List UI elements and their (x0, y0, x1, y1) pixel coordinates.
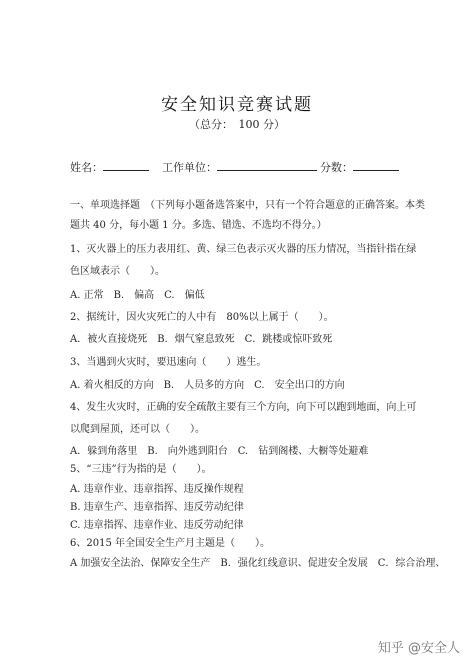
question-5-option-a: A. 违章作业、违章指挥、违反操作规程 (70, 484, 244, 495)
total-score: （总分： 100 分） (189, 118, 285, 131)
name-label: 姓名： (70, 161, 103, 174)
question-6: 6、2015 年全国安全生产月主题是（ ）。 (70, 538, 270, 549)
question-4-options: A．躲到角落里 B. 向外逃到阳台 C. 钻到阁楼、大橱等处避难 (70, 446, 369, 457)
section-instructions: 题共 40 分，每小题 1 分。多选、错选、不选均不得分。） (70, 220, 327, 231)
name-field (70, 158, 149, 175)
page-title: 安全知识竞赛试题 (161, 95, 313, 115)
question-5-option-b: B. 违章生产、违章指挥、违反劳动纪律 (70, 502, 244, 513)
unit-blank (217, 158, 317, 171)
question-6-options: A 加强安全法治、保障安全生产 B．强化红线意识、促进安全发展 C．综合治理、 (70, 558, 446, 569)
header-fields (70, 158, 410, 176)
question-3: 3、当遇到火灾时，要迅速向（ ）逃生。 (70, 357, 267, 368)
watermark-text: 知乎 @安全人 (377, 641, 460, 656)
name-blank (103, 158, 149, 171)
question-1-options: A. 正常 B. 偏高 C. 偏低 (70, 290, 205, 301)
question-1: 1、灭火器上的压力表用红、黄、绿三色表示灭火器的压力情况，当指针指在绿 (70, 244, 417, 255)
score-blank (353, 158, 399, 171)
score-label: 分数： (320, 161, 353, 174)
question-2: 2、据统计，因火灾死亡的人中有 80%以上属于（ ）。 (70, 312, 334, 323)
question-4-cont: 以爬到屋顶，还可以（ ）。 (70, 424, 205, 435)
question-3-options: A. 着火相反的方向 B. 人员多的方向 C. 安全出口的方向 (70, 380, 345, 391)
question-2-options: A．被火直接烧死 B．烟气窒息致死 C．跳楼或惊吓致死 (70, 334, 333, 345)
unit-field (162, 158, 317, 175)
question-1-cont: 色区域表示（ ）。 (70, 266, 165, 277)
question-5-option-c: C. 违章指挥、违章作业、违反劳动纪律 (70, 520, 244, 531)
section-heading: 一、单项选择题 （下列每小题备选答案中，只有一个符合题意的正确答案。本类 (70, 200, 425, 211)
score-field (320, 158, 399, 175)
question-5: 5、“三违”行为指的是（ ）。 (70, 464, 212, 475)
unit-label: 工作单位： (162, 161, 217, 174)
question-4: 4、发生火灾时，正确的安全疏散主要有三个方向，向下可以跑到地面，向上可 (70, 402, 417, 413)
